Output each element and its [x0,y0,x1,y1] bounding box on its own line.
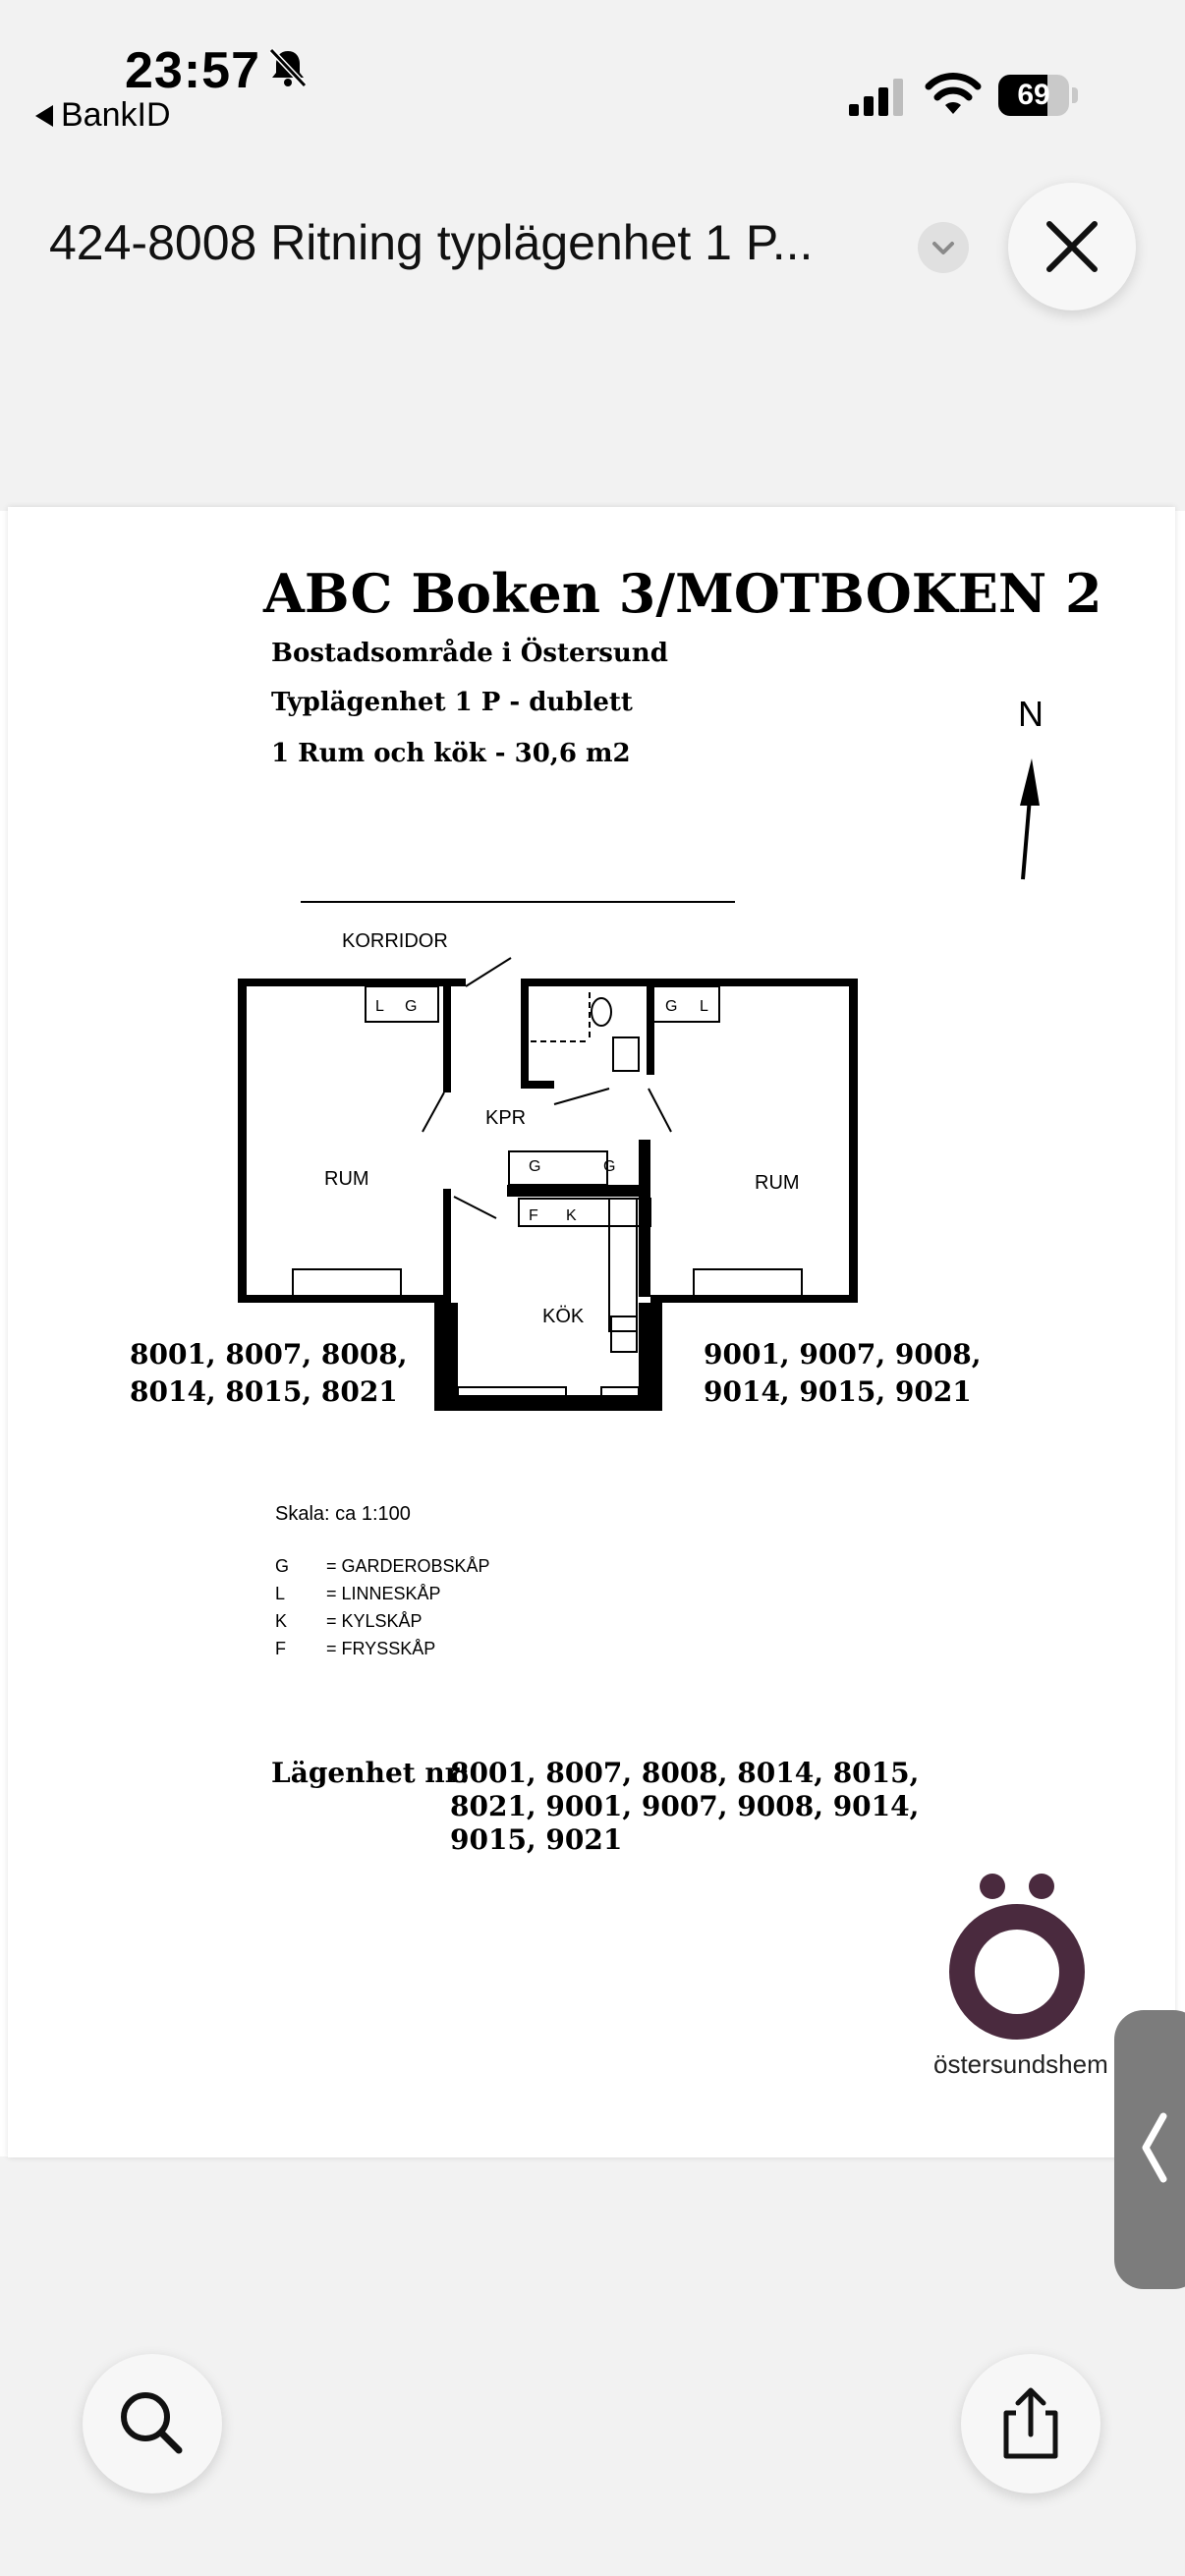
plan-subtitle-type: Typlägenhet 1 P - dublett [271,688,633,717]
document-title: 424-8008 Ritning typlägenhet 1 P... [49,215,814,270]
plan-kok: KÖK [542,1306,585,1327]
units-left-line: 8014, 8015, 8021 [130,1375,398,1408]
chevron-down-icon [918,222,969,273]
close-button[interactable] [1008,183,1136,310]
back-arrow-icon [35,105,53,127]
plan-g-center2: G [603,1158,616,1175]
legend [275,1556,490,1666]
plan-korridor: KORRIDOR [342,930,448,952]
side-panel-tab[interactable] [1114,2010,1185,2289]
apartments-list [450,1757,919,1857]
units-right [704,1336,982,1411]
status-time: 23:57 [125,42,260,99]
units-right-line: 9014, 9015, 9021 [704,1375,972,1408]
plan-g-left: G [405,998,418,1015]
plan-l-right: L [700,998,708,1015]
plan-g-center: G [529,1158,541,1175]
north-label: N [1018,694,1044,734]
share-icon [961,2354,1100,2493]
search-icon [83,2354,222,2493]
units-left [130,1336,408,1411]
scale-label: Skala: ca 1:100 [275,1503,411,1525]
plan-k: K [566,1207,577,1224]
plan-title: ABC Boken 3/MOTBOKEN 2 [263,562,1102,625]
battery-icon [998,75,1077,116]
ostersundshem-logo [943,1867,1091,2053]
apartments-line: 9015, 9021 [450,1823,623,1856]
apartments-line: 8021, 9001, 9007, 9008, 9014, [450,1790,920,1822]
legend-row: K = KYLSKÅP [275,1611,423,1631]
plan-kpr: KPR [485,1107,527,1129]
bell-slash-icon [265,45,310,90]
units-left-line: 8001, 8007, 8008, [130,1338,408,1371]
plan-l-left: L [375,998,384,1015]
wifi-icon [924,71,983,118]
apartments-line: 8001, 8007, 8008, 8014, 8015, [450,1757,920,1789]
plan-f: F [529,1207,538,1224]
back-app-label: BankID [61,96,171,134]
plan-rum-left: RUM [324,1168,369,1190]
logo-text: östersundshem [933,2049,1108,2079]
plan-subtitle-size: 1 Rum och kök - 30,6 m2 [271,739,631,768]
units-right-line: 9001, 9007, 9008, [704,1338,982,1371]
apartments-label: Lägenhet nr: [271,1757,470,1789]
legend-row: G = GARDEROBSKÅP [275,1556,490,1576]
close-icon [1008,183,1136,310]
signal-icon [847,77,908,118]
back-to-app[interactable] [35,96,171,135]
battery-level: 69 [1017,79,1050,111]
share-button[interactable] [961,2354,1100,2493]
plan-g-right: G [665,998,678,1015]
plan-subtitle-area: Bostadsområde i Östersund [271,639,668,668]
title-menu-button[interactable] [918,222,969,273]
search-button[interactable] [83,2354,222,2493]
legend-row: F = FRYSSKÅP [275,1639,436,1658]
chevron-left-icon [1134,2108,1173,2187]
plan-rum-right: RUM [755,1172,800,1194]
legend-row: L = LINNESKÅP [275,1584,441,1603]
